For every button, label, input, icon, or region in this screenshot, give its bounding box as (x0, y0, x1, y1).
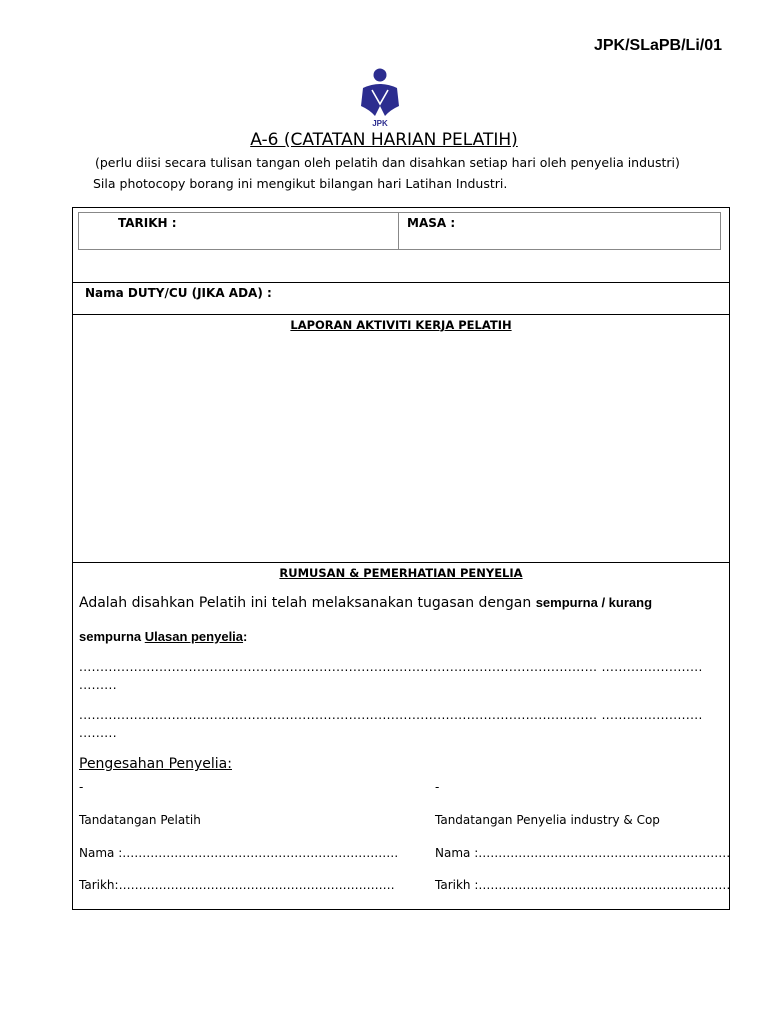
nama-pelatih-line: Nama :…………………………………………………………… (79, 846, 399, 860)
duty-field-label: Nama DUTY/CU (JIKA ADA) : (85, 286, 272, 300)
divider (72, 314, 730, 315)
comment-line-1-tail: ......... (79, 678, 117, 692)
signature-dash-left: - (79, 780, 84, 794)
logo-text: JPK (372, 119, 388, 128)
statement-text: Adalah disahkan Pelatih ini telah melaksanakan tugasan dengan (79, 595, 536, 611)
signature-pelatih-label: Tandatangan Pelatih (79, 813, 201, 827)
ulasan-label: Ulasan penyelia (144, 629, 244, 644)
tarikh-field-label: TARIKH : (118, 216, 177, 230)
tarikh-pelatih-line: Tarikh:…………………………………………………………… (79, 878, 395, 892)
comment-line-2: ........................................................................................................................... ........................ (79, 708, 703, 722)
comment-line-2-tail: ......... (79, 726, 117, 740)
jpk-logo (358, 66, 402, 128)
statement2-text: sempurna (79, 629, 145, 644)
date-time-divider (398, 212, 399, 250)
pengesahan-label: Pengesahan Penyelia: (79, 756, 232, 772)
document-code: JPK/SLaPB/Li/01 (593, 37, 722, 54)
rumusan-heading: RUMUSAN & PEMERHATIAN PENYELIA (279, 566, 523, 580)
laporan-heading: LAPORAN AKTIVITI KERJA PELATIH (290, 318, 512, 332)
signature-dash-right: - (435, 780, 440, 794)
divider (72, 282, 730, 283)
intro-note: Sila photocopy borang ini mengikut bilangan hari Latihan Industri. (93, 176, 508, 191)
form-frame (72, 207, 730, 910)
signature-penyelia-label: Tandatangan Penyelia industry & Cop (435, 813, 660, 827)
nama-penyelia-line: Nama :……………………………………………………… (435, 846, 731, 860)
ulasan-colon: : (243, 629, 248, 644)
confirmation-statement (79, 595, 652, 611)
page-title: A-6 (CATATAN HARIAN PELATIH) (250, 130, 518, 150)
statement-bold: sempurna / kurang (535, 595, 653, 610)
tarikh-penyelia-line: Tarikh :……………………………………………………… (435, 878, 731, 892)
comment-line-1: ........................................................................................................................... ........................ (79, 660, 703, 674)
intro-instruction: (perlu diisi secara tulisan tangan oleh pelatih dan disahkan setiap hari oleh penyelia industri) (95, 155, 680, 170)
confirmation-statement-continued (79, 629, 247, 644)
divider (72, 562, 730, 563)
masa-field-label: MASA : (407, 216, 456, 230)
